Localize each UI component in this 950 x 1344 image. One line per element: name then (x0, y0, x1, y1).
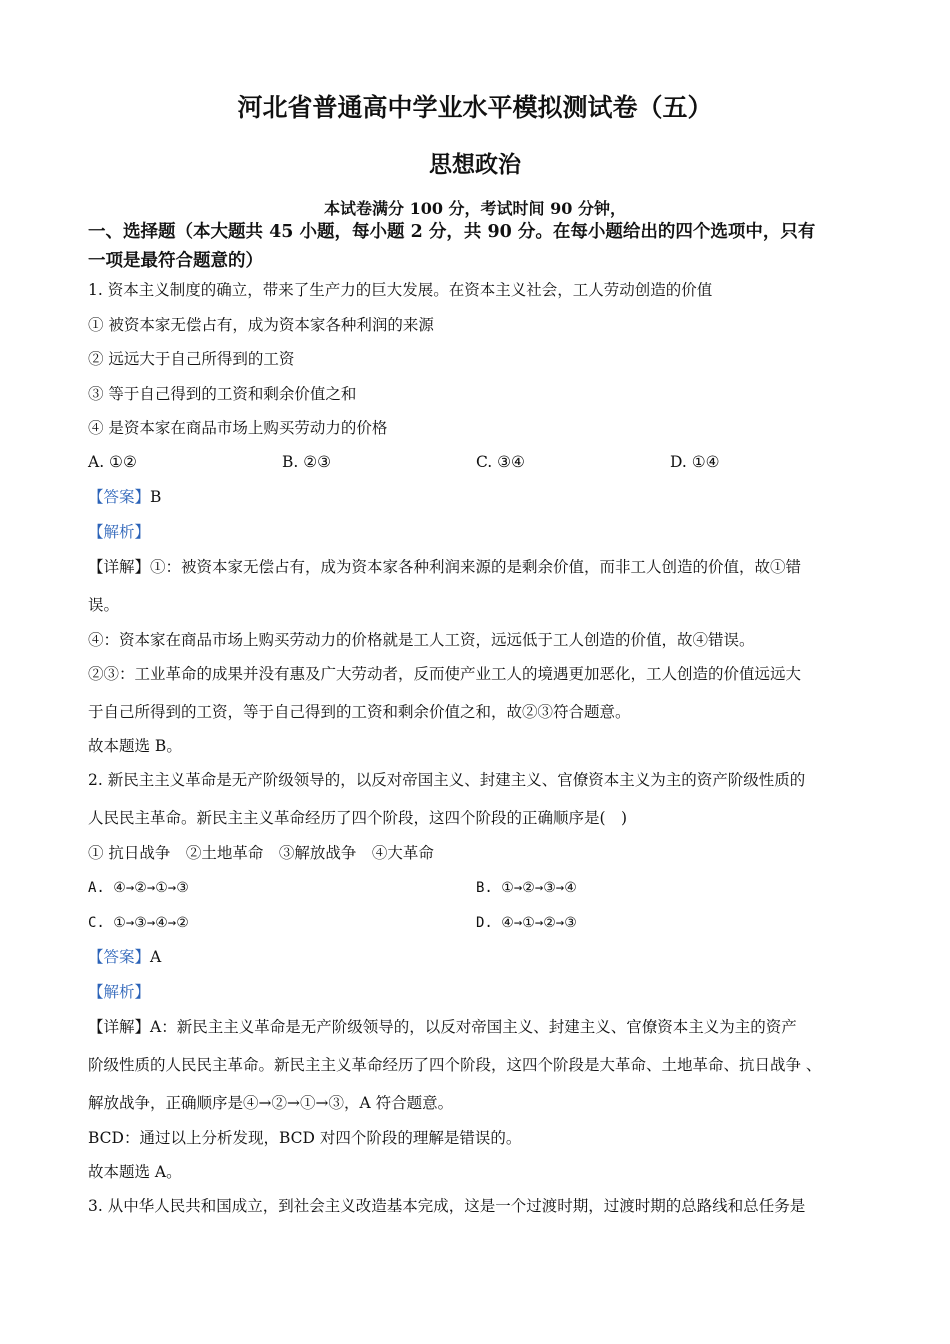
q1-item-3: ③ 等于自己得到的工资和剩余价值之和 (88, 385, 357, 403)
q2-detail-3: 解放战争，正确顺序是④→②→①→③，A 符合题意。 (88, 1094, 454, 1112)
section-heading-line1: 一、选择题（本大题共 45 小题，每小题 2 分，共 90 分。在每小题给出的四个选项中，只有 (88, 222, 816, 242)
q3-stem: 3. 从中华人民共和国成立，到社会主义改造基本完成，这是一个过渡时期，过渡时期的总路线和总任务是 (88, 1197, 806, 1215)
q1-item-1: ① 被资本家无偿占有，成为资本家各种利润的来源 (88, 316, 434, 334)
q1-detail-3: ④：资本家在商品市场上购买劳动力的价格就是工人工资，远远低于工人创造的价值，故④错误。 (88, 631, 755, 649)
q2-stem-2: 人民民主革命。新民主主义革命经历了四个阶段，这四个阶段的正确顺序是( ) (88, 809, 628, 827)
answer-value: B (150, 488, 162, 506)
q1-conclusion: 故本题选 B。 (88, 737, 182, 755)
q1-option-b: B. ②③ (282, 453, 332, 471)
q2-option-a: A. ④→②→①→③ (88, 880, 189, 896)
q2-answer (88, 947, 161, 967)
q1-option-d: D. ①④ (670, 453, 720, 471)
q1-analysis-tag: 【解析】 (88, 523, 151, 541)
q2-analysis-tag: 【解析】 (88, 983, 151, 1001)
q1-detail-1 (88, 557, 801, 577)
detail-tag: 【详解】 (88, 1018, 151, 1036)
detail-text: ①：被资本家无偿占有，成为资本家各种利润来源的是剩余价值，而非工人创造的价值，故①错 (150, 558, 802, 576)
answer-tag: 【答案】 (88, 488, 151, 506)
q2-option-d: D. ④→①→②→③ (476, 915, 577, 931)
q2-option-b: B. ①→②→③→④ (476, 880, 577, 896)
answer-tag: 【答案】 (88, 948, 151, 966)
q1-option-a: A. ①② (88, 453, 137, 471)
exam-info: 本试卷满分 100 分，考试时间 90 分钟， (324, 199, 626, 218)
q1-option-c: C. ③④ (476, 453, 525, 471)
q2-detail-4: BCD：通过以上分析发现，BCD 对四个阶段的理解是错误的。 (88, 1129, 522, 1147)
detail-tag: 【详解】 (88, 558, 151, 576)
q1-detail-5: 于自己所得到的工资，等于自己得到的工资和剩余价值之和，故②③符合题意。 (88, 703, 631, 721)
q1-item-4: ④ 是资本家在商品市场上购买劳动力的价格 (88, 419, 388, 437)
q2-items: ① 抗日战争 ②土地革命 ③解放战争 ④大革命 (88, 844, 434, 862)
q1-detail-4: ②③：工业革命的成果并没有惠及广大劳动者，反而使产业工人的境遇更加恶化，工人创造的价值远远大 (88, 665, 802, 683)
q2-option-c: C. ①→③→④→② (88, 915, 189, 931)
section-heading-line2: 一项是最符合题意的） (88, 251, 263, 271)
q2-detail-2: 阶级性质的人民民主革命。新民主主义革命经历了四个阶段，这四个阶段是大革命、土地革命、抗日战争 、 (88, 1056, 822, 1074)
q1-detail-2: 误。 (88, 596, 120, 614)
q1-answer (88, 487, 161, 507)
exam-title: 河北省普通高中学业水平模拟测试卷（五） (237, 93, 713, 122)
detail-text: A：新民主主义革命是无产阶级领导的，以反对帝国主义、封建主义、官僚资本主义为主的资产 (150, 1018, 797, 1036)
q2-detail-1 (88, 1017, 797, 1037)
answer-value: A (150, 948, 162, 966)
q1-stem: 1. 资本主义制度的确立，带来了生产力的巨大发展。在资本主义社会，工人劳动创造的价值 (88, 281, 713, 299)
q2-stem-1: 2. 新民主主义革命是无产阶级领导的，以反对帝国主义、封建主义、官僚资本主义为主的资产阶级性质的 (88, 771, 806, 789)
q2-conclusion: 故本题选 A。 (88, 1163, 182, 1181)
q1-item-2: ② 远远大于自己所得到的工资 (88, 350, 295, 368)
subject-title: 思想政治 (429, 151, 521, 178)
